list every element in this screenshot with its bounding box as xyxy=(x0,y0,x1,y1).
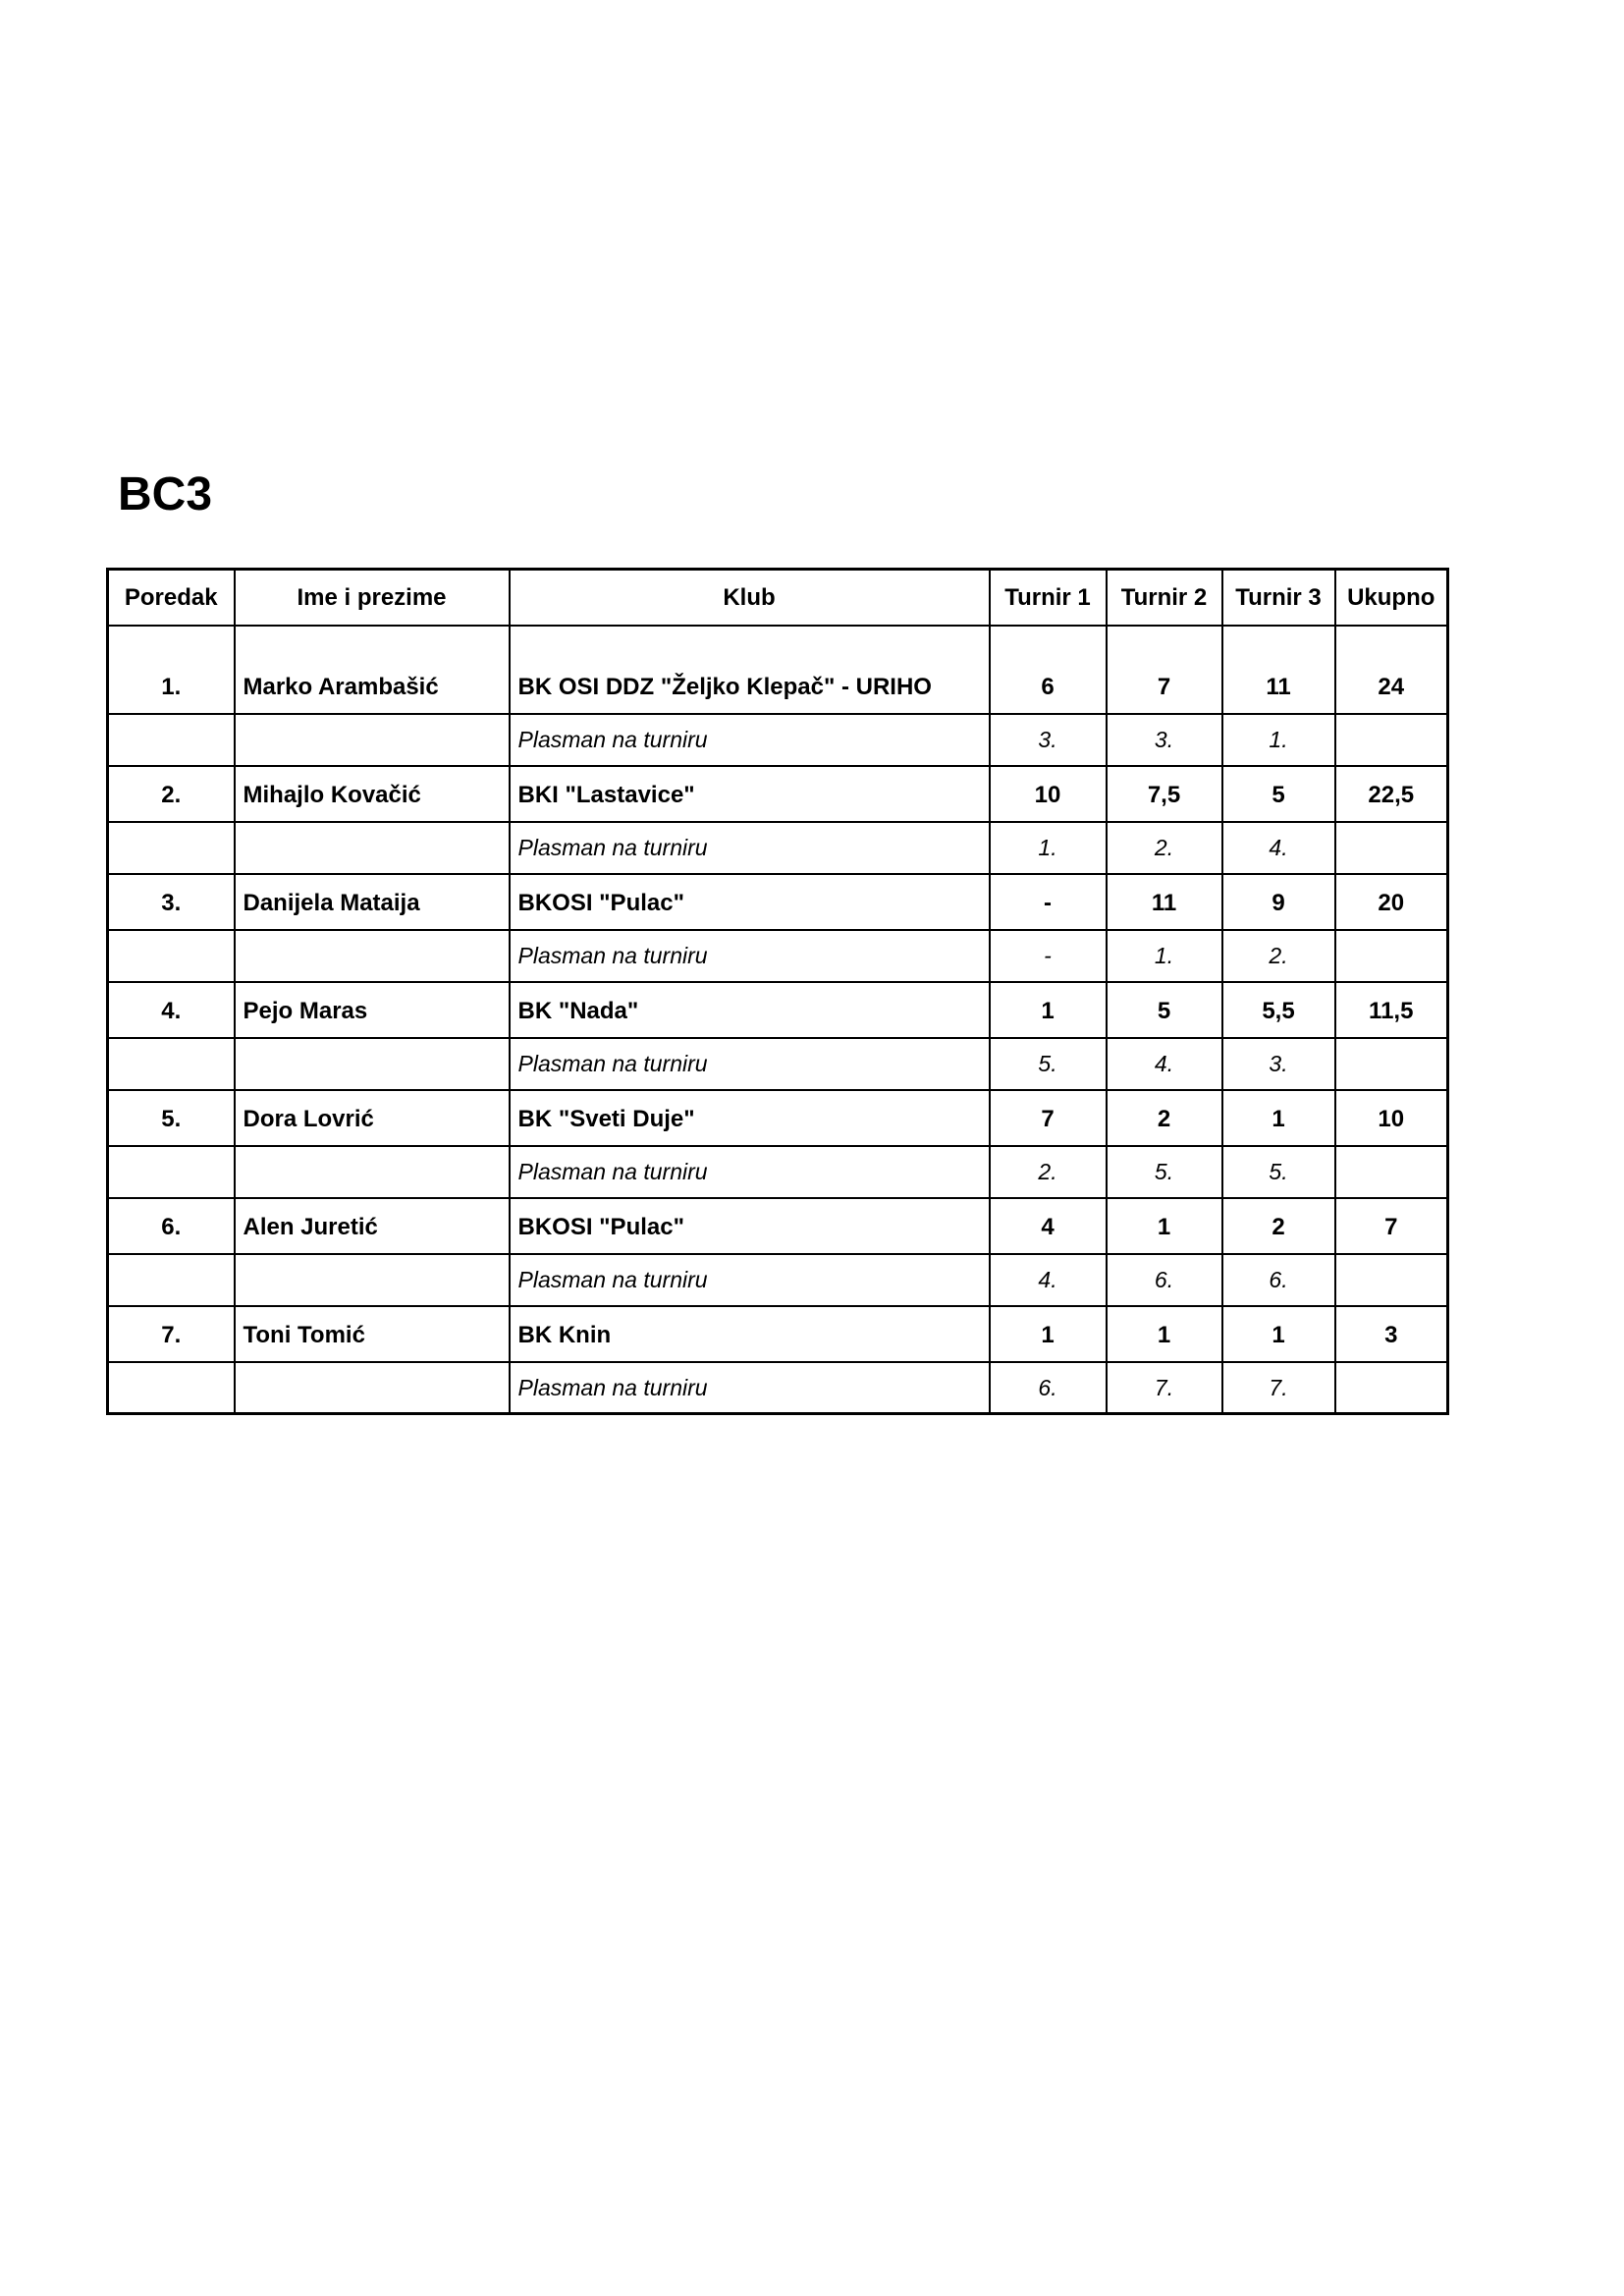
empty-rank-cell xyxy=(108,1254,235,1306)
empty-total-cell xyxy=(1335,1038,1448,1090)
column-header-1: Ime i prezime xyxy=(235,570,510,626)
score-cell-turnir-2: 2 xyxy=(1107,1090,1222,1146)
empty-total-cell xyxy=(1335,1254,1448,1306)
column-header-5: Turnir 3 xyxy=(1222,570,1335,626)
name-cell: Dora Lovrić xyxy=(235,1090,510,1146)
empty-name-cell xyxy=(235,714,510,766)
placement-cell-turnir-2: 4. xyxy=(1107,1038,1222,1090)
plasman-row xyxy=(108,1254,1448,1306)
placement-cell-turnir-3: 3. xyxy=(1222,1038,1335,1090)
score-cell-turnir-1: 1 xyxy=(990,982,1107,1038)
rank-cell: 2. xyxy=(108,766,235,822)
score-cell-turnir-1: - xyxy=(990,874,1107,930)
empty-total-cell xyxy=(1335,1146,1448,1198)
placement-cell-turnir-3: 7. xyxy=(1222,1362,1335,1414)
name-cell: Toni Tomić xyxy=(235,1306,510,1362)
empty-total-cell xyxy=(1335,1362,1448,1414)
score-cell-turnir-3: 1 xyxy=(1222,1090,1335,1146)
column-header-4: Turnir 2 xyxy=(1107,570,1222,626)
column-header-2: Klub xyxy=(510,570,990,626)
page-title: BC3 xyxy=(118,468,213,520)
placement-cell-turnir-2: 7. xyxy=(1107,1362,1222,1414)
player-row xyxy=(108,1198,1448,1254)
score-cell-turnir-3: 1 xyxy=(1222,1306,1335,1362)
score-cell-turnir-3: 11 xyxy=(1222,626,1335,714)
total-cell: 24 xyxy=(1335,626,1448,714)
placement-cell-turnir-1: 5. xyxy=(990,1038,1107,1090)
results-table xyxy=(106,568,1449,1415)
score-cell-turnir-2: 11 xyxy=(1107,874,1222,930)
player-row xyxy=(108,1306,1448,1362)
empty-total-cell xyxy=(1335,930,1448,982)
rank-cell: 6. xyxy=(108,1198,235,1254)
score-cell-turnir-1: 4 xyxy=(990,1198,1107,1254)
empty-name-cell xyxy=(235,1038,510,1090)
plasman-label-cell: Plasman na turniru xyxy=(510,1038,990,1090)
name-cell: Danijela Mataija xyxy=(235,874,510,930)
empty-name-cell xyxy=(235,930,510,982)
rank-cell: 1. xyxy=(108,626,235,714)
rank-cell: 4. xyxy=(108,982,235,1038)
name-cell: Pejo Maras xyxy=(235,982,510,1038)
placement-cell-turnir-2: 1. xyxy=(1107,930,1222,982)
plasman-row xyxy=(108,1362,1448,1414)
placement-cell-turnir-2: 6. xyxy=(1107,1254,1222,1306)
table-header-row xyxy=(108,570,1448,626)
total-cell: 10 xyxy=(1335,1090,1448,1146)
placement-cell-turnir-3: 6. xyxy=(1222,1254,1335,1306)
empty-rank-cell xyxy=(108,714,235,766)
total-cell: 22,5 xyxy=(1335,766,1448,822)
club-cell: BK "Nada" xyxy=(510,982,990,1038)
rank-cell: 3. xyxy=(108,874,235,930)
plasman-row xyxy=(108,1038,1448,1090)
empty-rank-cell xyxy=(108,1362,235,1414)
column-header-0: Poredak xyxy=(108,570,235,626)
placement-cell-turnir-1: - xyxy=(990,930,1107,982)
placement-cell-turnir-2: 5. xyxy=(1107,1146,1222,1198)
club-cell: BK Knin xyxy=(510,1306,990,1362)
plasman-row xyxy=(108,1146,1448,1198)
player-row xyxy=(108,982,1448,1038)
plasman-label-cell: Plasman na turniru xyxy=(510,930,990,982)
club-cell: BKI "Lastavice" xyxy=(510,766,990,822)
score-cell-turnir-2: 1 xyxy=(1107,1306,1222,1362)
player-row xyxy=(108,626,1448,714)
plasman-label-cell: Plasman na turniru xyxy=(510,714,990,766)
empty-total-cell xyxy=(1335,714,1448,766)
club-cell: BKOSI "Pulac" xyxy=(510,874,990,930)
table-body xyxy=(108,626,1448,1414)
empty-rank-cell xyxy=(108,930,235,982)
score-cell-turnir-2: 7 xyxy=(1107,626,1222,714)
player-row xyxy=(108,766,1448,822)
empty-rank-cell xyxy=(108,822,235,874)
total-cell: 3 xyxy=(1335,1306,1448,1362)
rank-cell: 7. xyxy=(108,1306,235,1362)
name-cell: Marko Arambašić xyxy=(235,626,510,714)
empty-rank-cell xyxy=(108,1146,235,1198)
empty-total-cell xyxy=(1335,822,1448,874)
placement-cell-turnir-2: 3. xyxy=(1107,714,1222,766)
score-cell-turnir-3: 9 xyxy=(1222,874,1335,930)
name-cell: Mihajlo Kovačić xyxy=(235,766,510,822)
placement-cell-turnir-3: 1. xyxy=(1222,714,1335,766)
empty-name-cell xyxy=(235,1146,510,1198)
placement-cell-turnir-1: 2. xyxy=(990,1146,1107,1198)
rank-cell: 5. xyxy=(108,1090,235,1146)
plasman-row xyxy=(108,714,1448,766)
plasman-label-cell: Plasman na turniru xyxy=(510,1362,990,1414)
score-cell-turnir-3: 2 xyxy=(1222,1198,1335,1254)
plasman-row xyxy=(108,930,1448,982)
empty-name-cell xyxy=(235,822,510,874)
empty-name-cell xyxy=(235,1362,510,1414)
name-cell: Alen Juretić xyxy=(235,1198,510,1254)
placement-cell-turnir-3: 4. xyxy=(1222,822,1335,874)
placement-cell-turnir-1: 4. xyxy=(990,1254,1107,1306)
score-cell-turnir-3: 5 xyxy=(1222,766,1335,822)
total-cell: 7 xyxy=(1335,1198,1448,1254)
club-cell: BK OSI DDZ "Željko Klepač" - URIHO xyxy=(510,626,990,714)
plasman-label-cell: Plasman na turniru xyxy=(510,1254,990,1306)
placement-cell-turnir-1: 3. xyxy=(990,714,1107,766)
score-cell-turnir-1: 1 xyxy=(990,1306,1107,1362)
score-cell-turnir-2: 7,5 xyxy=(1107,766,1222,822)
total-cell: 20 xyxy=(1335,874,1448,930)
placement-cell-turnir-3: 5. xyxy=(1222,1146,1335,1198)
score-cell-turnir-2: 5 xyxy=(1107,982,1222,1038)
score-cell-turnir-1: 7 xyxy=(990,1090,1107,1146)
column-header-6: Ukupno xyxy=(1335,570,1448,626)
score-cell-turnir-1: 6 xyxy=(990,626,1107,714)
plasman-row xyxy=(108,822,1448,874)
empty-rank-cell xyxy=(108,1038,235,1090)
club-cell: BK "Sveti Duje" xyxy=(510,1090,990,1146)
placement-cell-turnir-3: 2. xyxy=(1222,930,1335,982)
score-cell-turnir-1: 10 xyxy=(990,766,1107,822)
placement-cell-turnir-1: 1. xyxy=(990,822,1107,874)
plasman-label-cell: Plasman na turniru xyxy=(510,1146,990,1198)
placement-cell-turnir-1: 6. xyxy=(990,1362,1107,1414)
column-header-3: Turnir 1 xyxy=(990,570,1107,626)
plasman-label-cell: Plasman na turniru xyxy=(510,822,990,874)
placement-cell-turnir-2: 2. xyxy=(1107,822,1222,874)
score-cell-turnir-2: 1 xyxy=(1107,1198,1222,1254)
score-cell-turnir-3: 5,5 xyxy=(1222,982,1335,1038)
player-row xyxy=(108,1090,1448,1146)
total-cell: 11,5 xyxy=(1335,982,1448,1038)
club-cell: BKOSI "Pulac" xyxy=(510,1198,990,1254)
empty-name-cell xyxy=(235,1254,510,1306)
player-row xyxy=(108,874,1448,930)
